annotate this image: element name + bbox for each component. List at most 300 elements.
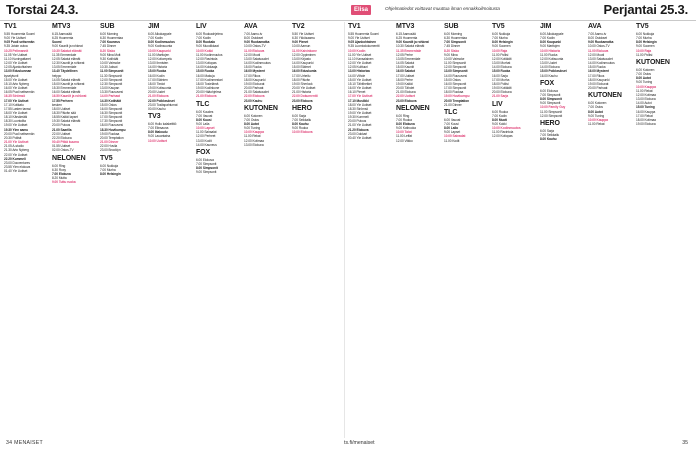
program-listing: 13.00 Kotiopas <box>196 61 217 66</box>
listing-column <box>492 22 538 438</box>
program-listing: 18.00 Tosielämä <box>196 81 219 86</box>
program-listing: 21.00 Saarilla <box>52 127 72 132</box>
program-listing: 19.00 Elokuvat <box>588 81 609 86</box>
program-listing: 5.55 Huomenta Suomi <box>4 32 35 36</box>
program-listing: 9.00 Yle Uutiset <box>348 36 370 41</box>
program-listing: 10.30 Salatut elämät <box>52 48 82 53</box>
program-listing: 11.00 Simpsonit <box>100 69 124 74</box>
channel-name: HERO <box>292 104 312 112</box>
program-listing: 8.00 Helsingin <box>492 40 513 45</box>
program-listing: 21.00 Sarja <box>492 94 509 99</box>
program-listing: 21.00 Yle Uutiset <box>348 123 372 128</box>
program-listing: 8.00 Muoti <box>492 117 508 122</box>
listing-column <box>396 22 442 438</box>
listing-column <box>540 22 586 438</box>
program-listing: 17.00 Yle Uutiset <box>348 94 373 99</box>
program-listing: 10.00 Raja <box>636 48 652 53</box>
program-listing: 20.00 Hääohjelma <box>196 90 222 95</box>
program-listing: 19.00 Yle Uutiset <box>348 110 372 115</box>
program-listing: 11.00 Poliisi <box>492 52 509 57</box>
program-listing: 8.00 Helsingin <box>636 40 657 45</box>
program-listing: 7.00 Simpsonit <box>196 162 217 167</box>
program-listing: 6.00 Ring <box>396 113 410 118</box>
program-listing: 10.00 Kauppa <box>588 117 608 122</box>
program-listing: 14.00 Elokuva <box>540 65 560 70</box>
program-listing: 18.30 Huvikumpu <box>100 127 126 132</box>
program-listing: 11.00 Simpsonit <box>540 109 562 114</box>
program-listing: 10.00 Sairaalat <box>444 134 466 139</box>
program-listing: 15.10 Tähtihetket <box>348 81 372 86</box>
program-listing: 21.00 Dinner <box>100 140 119 145</box>
program-listing: 11.35 Emmerdale <box>396 48 422 53</box>
program-listing: 8.00 Simpsonit <box>196 166 218 171</box>
program-listing: 17.00 Rikos <box>244 73 261 78</box>
program-listing: 19.00 Sherlock <box>292 81 313 86</box>
program-listing: 8.00 Kauhu <box>292 121 309 126</box>
program-listing: 21.00 Elokuva <box>396 90 416 95</box>
program-listing: 11.00 Ruoka <box>540 52 558 57</box>
program-listing: 8.00 Kauhu <box>540 137 557 142</box>
program-listing: 6.00 Sarja <box>292 113 307 118</box>
program-listing: 6.00 Nukkuja <box>636 32 655 36</box>
channel-block <box>196 101 242 147</box>
program-listing: 21.20 Elokuva <box>348 127 369 132</box>
channel-block <box>100 155 146 176</box>
channel-block <box>396 105 442 143</box>
program-listing: 15.00 Ruoka <box>492 69 511 74</box>
program-listing: 12.00 Yle Uutiset <box>4 61 28 66</box>
program-listing: 15.00 Ruoka <box>588 65 606 70</box>
program-listing: 6.00 Kutonen <box>588 101 607 106</box>
program-listing: 17.00 Kodinmestari <box>196 77 223 82</box>
program-listing: 16.00 Kauppa <box>636 109 656 114</box>
program-listing: 10.00 Talot <box>396 130 412 135</box>
channel-name: AVA <box>588 23 602 30</box>
program-listing: 22.00 Dokumentti <box>292 94 318 99</box>
program-listing: 12.00 Kotisuunta <box>540 56 564 61</box>
program-listing: 16.00 Salatut <box>396 69 415 74</box>
program-listing: 7.00 Aamu-tv <box>588 32 607 36</box>
program-listing: 7.00 Kodin <box>196 36 211 41</box>
program-listing: 13.00 Simpsonit <box>444 69 468 74</box>
elisa-logo: Elisa <box>351 5 371 15</box>
program-listing: 21.00 Yle Uutiset <box>4 140 29 145</box>
program-listing: 7.00 Ostos <box>588 105 603 110</box>
program-listing: 9.00 Tuttu ruoka <box>52 180 76 185</box>
program-listing: 18.00 Tiedot <box>148 81 165 86</box>
channel-name: TV2 <box>292 23 305 30</box>
program-listing: 23.00 Kauhu <box>244 98 263 103</box>
program-listing: 10.00 Family Guy <box>540 105 566 110</box>
program-listing: 12.05 Kulttuuri <box>348 65 368 70</box>
program-listing: 10.00 Historia <box>540 48 561 53</box>
program-listing: 7.00 Ostos <box>636 72 651 77</box>
channel-block <box>52 23 98 153</box>
program-listing: 11.00 Elokuva <box>588 48 609 53</box>
program-listing: 11.00 Rekat <box>244 134 261 139</box>
program-listing: 9.00 Kauniit ja rohkeat <box>52 44 83 49</box>
program-listing: 6.00 Kutonen <box>636 67 655 72</box>
program-listing: helppo <box>52 73 62 78</box>
channel-name: TV1 <box>4 23 17 30</box>
program-listing: 20.00 Tähdet <box>396 86 415 91</box>
program-listing: 10.00 Kaupunki <box>148 48 171 53</box>
channel-block <box>196 23 242 99</box>
program-listing: 10.00 Ostos-TV <box>588 44 610 49</box>
program-listing: 19.30 Ylen aamu <box>4 127 28 132</box>
program-listing: 8.20 Sisko <box>444 48 460 53</box>
program-listing: 10.25 Pelimannit <box>4 48 29 53</box>
channel-name: TLC <box>196 100 210 108</box>
channel-name: SUB <box>100 23 115 30</box>
program-listing: 21.00 Dinner <box>444 102 462 107</box>
program-listing: 23.00 Elokuva <box>396 98 417 103</box>
program-listing: 6.30 Huomentaa <box>444 36 467 41</box>
program-listing: 8.00 Laila <box>444 126 458 131</box>
channel-block <box>244 23 290 103</box>
program-listing: 11.00 Kodit <box>444 138 460 143</box>
program-listing: 7.00 Kauneus <box>100 40 120 45</box>
program-listing: 17.00 Simpsonit <box>444 86 467 91</box>
program-listing: 6.30 Ykkösaamu <box>292 36 315 41</box>
channel-name: LIV <box>492 100 503 108</box>
program-listing: 7.00 Seikkailu <box>292 117 312 122</box>
program-listing: 9.00 Suomen <box>636 44 655 49</box>
program-listing: 9.00 Simpsonit <box>540 101 561 106</box>
program-listing: 10.00 Kokki <box>196 48 213 53</box>
program-listing: 22.20 Kummeli <box>4 156 26 161</box>
listing-column <box>52 22 98 438</box>
program-listing: 12.00 Perheet <box>196 134 216 139</box>
program-listing: 8.00 Autot <box>244 121 259 126</box>
program-listing: 19.00 Elokuvat <box>244 81 265 86</box>
program-listing: 00.00 Kauhu <box>148 106 166 111</box>
channel-block <box>444 23 490 107</box>
channel-block <box>540 23 586 78</box>
program-listing: 7.00 Simpsonit <box>444 40 466 45</box>
listing-column <box>588 22 634 438</box>
program-listing: 6.15 Aamusää <box>52 32 72 36</box>
program-listing: 9.00 Ruoka <box>292 126 308 131</box>
program-listing: 21.30 Arto Nyberg <box>4 148 29 153</box>
program-listing: 19.00 Ruokaa <box>100 131 120 136</box>
listing-column <box>636 22 682 438</box>
program-listing: 8.00 Simpsonit <box>540 97 562 102</box>
channel-name: JIM <box>540 23 552 30</box>
program-listing: 17.00 Rikos <box>588 73 605 78</box>
program-listing: 16.00 Kodin <box>148 73 165 78</box>
channel-name: TV3 <box>148 112 161 120</box>
channel-name: KUTONEN <box>636 58 670 66</box>
program-listing: 8.00 Kuusi <box>196 117 212 122</box>
program-listing: 10.00 Kodin <box>348 48 366 53</box>
program-listing: 7.45 Dinner <box>444 44 460 49</box>
program-listing: 22.00 Uutiset <box>52 131 71 136</box>
program-listing: 20.30 Poliisit <box>4 135 22 140</box>
channel-block <box>636 59 682 126</box>
program-listing: 20.00 Yle Uutiset <box>292 86 316 91</box>
program-listing: 15.00 Ostos <box>100 102 117 107</box>
program-listing: 16.00 Mysteeri <box>588 69 610 74</box>
program-listing: 10.30 Salatut elämät <box>396 44 425 49</box>
program-listing: 12.05 Ajankohtainen <box>4 65 32 70</box>
program-listing: 15.00 Yle Uutiset <box>348 77 372 82</box>
program-listing: 18.00 Poliisi <box>492 81 509 86</box>
program-listing: 7.00 Kodin <box>492 113 507 118</box>
program-listing: 11.35 Emmerdale <box>52 52 77 57</box>
program-listing: 7.00 Kodin <box>540 36 555 41</box>
program-listing: 15.00 Kauniit <box>396 65 414 70</box>
program-listing: 12.00 Kotimaa <box>244 138 264 143</box>
program-listing: 18.00 Kotimaa <box>636 117 656 122</box>
program-listing: 6.00 Ruoka <box>492 109 508 114</box>
program-listing: 13.00 Eduskunnan <box>4 69 32 74</box>
program-listing: 9.00 Kauniit ja rohkeat <box>396 40 429 45</box>
program-listing: 8.00 Kaupunki <box>540 40 561 45</box>
program-listing: 6.00 Nukkuja <box>492 32 511 36</box>
program-listing: 7.00 Ostos <box>244 117 259 122</box>
disclaimer-tagline: Ohjelmatiedot voittavat muuttua ilman ennakkoilmoitusta <box>385 6 500 11</box>
program-listing: 11.00 Kaivinkone <box>292 48 317 53</box>
program-listing: 13.00 Salaisuudet <box>244 56 269 61</box>
program-listing: 11.30 Simpsonit <box>100 73 122 78</box>
program-listing: 23.00 Elokuva <box>292 98 313 103</box>
program-listing: 11.05 Yle Uutiset <box>4 52 28 57</box>
program-listing: 17.10 Kotikatu <box>4 102 24 107</box>
listing-column <box>100 22 146 438</box>
program-listing: 22.00 Elokuva <box>244 94 265 99</box>
program-listing: 17.00 Uutiset <box>396 73 415 78</box>
program-listing: 9.00 Kokki <box>492 121 507 126</box>
program-listing: 13.00 Kirjasto <box>292 56 311 61</box>
listing-column <box>292 22 338 438</box>
program-listing: 14.30 Kotihäät <box>100 98 121 103</box>
program-listing: 17.00 Eläinten <box>148 77 168 82</box>
program-listing: kyselytunti <box>4 73 19 78</box>
program-listing: 21.00 Elokuva <box>148 94 169 99</box>
program-listing: 16.05 Puoli seitsemän <box>4 90 35 95</box>
program-listing: 23.55 Ylen elokuva <box>4 165 31 169</box>
program-listing: 15.00 Ruoka <box>196 69 215 74</box>
program-listing: 11.00 Kodinmuutos <box>196 52 223 57</box>
program-listing: 10.00 Elokuva <box>292 130 313 135</box>
program-listing: 7.00 Elokuva <box>52 171 71 176</box>
program-listing: 17.00 Murha <box>492 77 510 82</box>
program-listing: 9.00 Mina <box>444 52 458 57</box>
program-listing: 9.00 Kodinsuunta <box>148 44 173 49</box>
program-listing: 12.00 Yle Uutiset <box>348 61 372 66</box>
program-listing: 18.00 Yle Uutiset <box>4 110 28 115</box>
program-listing: 22.00 Yle Uutiset <box>4 152 28 157</box>
program-listing: 10.00 Kauppa <box>244 130 264 135</box>
program-listing: 15.30 Emmerdale <box>52 86 77 91</box>
program-listing: 13.00 Salaisuudet <box>588 56 613 61</box>
program-listing: 12.00 Simpsonit <box>444 65 467 70</box>
program-listing: 14.05 Salatut <box>396 61 415 66</box>
right-page-number: 35 <box>682 440 688 446</box>
program-listing: 12.05 Salatut elämät <box>52 56 81 61</box>
program-listing: 19.30 Kummeli <box>348 115 369 120</box>
program-listing: 9.00 Lapset <box>444 130 461 135</box>
program-listing: 12.00 Simpsonit <box>540 113 563 118</box>
program-listing: 6.00 Elokuva <box>540 88 558 93</box>
program-listing: 12.30 Simpsonit <box>100 81 123 86</box>
program-listing: 17.55 Perheen <box>52 98 73 103</box>
program-listing: 7.00 Murha <box>100 167 116 172</box>
program-listing: 16.00 Eduskunta <box>292 69 317 74</box>
program-listing: 13.40 Täydellinen <box>52 69 78 74</box>
channel-block <box>540 80 586 118</box>
program-listing: 12.00 Simpsonit <box>100 77 123 82</box>
program-listing: 20.00 Temptation <box>444 98 470 103</box>
program-listing: 18.00 Perhe <box>396 77 413 82</box>
channel-name: FOX <box>540 79 555 87</box>
program-listing: 9.35 Jotain outoa <box>4 44 28 49</box>
program-listing: 9.00 Pienet <box>292 40 309 45</box>
program-listing: 11.00 Rekat <box>588 121 605 126</box>
program-listing: 18.30 Strömsö <box>348 106 369 111</box>
program-listing: 12.00 Ravintola <box>196 56 218 61</box>
program-listing: 19.30 Salatut elämät <box>52 119 81 124</box>
program-listing: 15.00 Ostos <box>444 77 461 82</box>
program-listing: 8.00 Ostokset <box>244 36 264 41</box>
channel-block <box>396 23 442 103</box>
program-listing: 8.00 Helsingin <box>100 171 121 176</box>
program-listing: 00.40 Yle Uutiset <box>348 135 372 140</box>
channel-name: LIV <box>196 23 207 30</box>
program-listing: 15.00 Ruoka <box>244 65 262 70</box>
channel-name: MTV3 <box>396 23 415 30</box>
channel-name: TV5 <box>636 23 649 30</box>
channel-name: FOX <box>196 148 211 156</box>
program-listing: 14.05 Salatut elämät <box>52 77 81 82</box>
program-listing: 13.00 Murhat <box>492 61 511 66</box>
program-listing: 7.00 Vauvat <box>196 113 213 118</box>
program-listing: 7.00 Murha <box>636 36 652 41</box>
left-page-date-title: Torstai 24.3. <box>6 2 79 17</box>
program-listing: 15.00 Poikkeukset <box>540 69 567 74</box>
program-listing: 20.00 Uudet <box>148 90 165 95</box>
program-listing: 18.30 Luontoilta <box>4 119 26 124</box>
program-listing: 19.00 Elokuva <box>636 121 656 126</box>
channel-name: TV5 <box>100 154 113 162</box>
program-listing: 18.00 Kaupunki <box>588 77 610 82</box>
program-listing: 14.00 Autot <box>636 101 652 106</box>
program-listing: 14.00 Kaupunki <box>292 61 314 66</box>
program-listing: 8.00 Ruokala <box>196 40 215 45</box>
channel-block <box>348 23 394 140</box>
program-listing: 19.00 Kotisuunta <box>148 86 172 91</box>
program-listing: 16.00 Mysteeri <box>244 69 266 74</box>
program-listing: 9.00 Suomen <box>492 44 511 49</box>
program-listing: 14.00 Ruusuvesi <box>444 73 467 78</box>
program-listing: 6.00 Alkukappale <box>148 32 172 36</box>
program-listing: 16.50 Kauniit ja rohkeat <box>52 94 87 99</box>
program-listing: 10.00 Uutiset <box>148 138 168 143</box>
program-listing: 15.00 Ruoka <box>148 69 167 74</box>
program-listing: 17.55 Lasten tanssi <box>4 106 31 111</box>
channel-block <box>540 120 586 141</box>
program-listing: 13.00 Elokuva <box>636 97 656 102</box>
program-listing: 13.30 Ruusuvesi <box>100 90 123 95</box>
program-listing: 15.00 Eläimet <box>292 65 311 70</box>
channel-block <box>292 23 338 103</box>
channel-name: JIM <box>148 23 160 30</box>
channel-name: KUTONEN <box>588 92 622 100</box>
program-listing: 14.00 Elokuva <box>492 65 512 70</box>
program-listing: 9.30 Kotihäät <box>100 56 119 61</box>
program-listing: 18.00 Uutiset <box>52 106 71 111</box>
program-listing: 14.00 Historia <box>148 65 167 70</box>
program-listing: 11.00 Sairaalat <box>196 130 217 135</box>
program-listing: 14.00 Kodinmuutos <box>588 61 615 66</box>
program-listing: 5.55 Huomenta Suomi <box>348 32 379 36</box>
program-listing: 16.00 Yle Uutiset <box>4 86 28 91</box>
program-listing: 10.00 Lapset <box>196 126 215 131</box>
program-listing: 12.00 Kotimaa <box>636 92 656 97</box>
program-listing: 6.25 Huomenta <box>396 36 418 41</box>
channel-block <box>100 23 146 153</box>
program-listing: 20.00 Elokuva <box>492 90 512 95</box>
program-listing: 10.00 Kodinmuutos <box>492 126 521 131</box>
program-listing: 11.00 Yle Uutiset <box>348 52 372 57</box>
channel-block <box>52 155 98 185</box>
program-listing: 6.00 Sarja <box>540 128 555 133</box>
listing-column <box>4 22 50 438</box>
channel-block <box>292 105 338 135</box>
program-listing: 19.00 Kotiäidit <box>492 86 512 91</box>
program-listing: 6.00 Ruokaohjelma <box>196 32 223 36</box>
program-listing: 21.00 Historia <box>292 90 311 95</box>
program-listing: 6.15 Aamusää <box>396 32 416 36</box>
program-listing: 16.00 Makuja <box>196 73 215 78</box>
program-listing: 9.00 Marttojen <box>540 44 560 49</box>
program-listing: 20.00 Parhaat <box>588 86 608 91</box>
program-listing: 8.00 Ostokset <box>588 36 608 41</box>
program-listing: 11.10 Kansalainen <box>348 56 374 61</box>
program-listing: 6.30 Huomentaa <box>100 36 123 41</box>
program-listing: 16.00 Salatut elämät <box>52 90 81 95</box>
program-listing: 12.05 Perhe <box>396 52 413 57</box>
program-listing: 6.25 Huomenta <box>52 36 74 41</box>
program-listing: 11.00 Leffat <box>396 134 412 139</box>
program-listing: 17.00 Urheilu <box>292 73 311 78</box>
program-listing: 13.00 Uudet <box>540 61 557 66</box>
listings-columns <box>4 22 692 438</box>
program-listing: 16.00 Sarja <box>492 73 508 78</box>
program-listing: 22.20 Elokuva <box>52 135 72 140</box>
program-listing: 9.00 Ruokamatka <box>588 40 614 45</box>
program-listing: 11.00 Ravintola <box>492 130 514 135</box>
program-listing: 16.00 Yle Uutiset <box>348 86 372 91</box>
program-listing: 9.05 Puoli seitsemän <box>4 40 35 45</box>
channel-name: AVA <box>244 23 258 30</box>
channel-name: TLC <box>444 108 458 116</box>
program-listing: 16.00 Kauhu <box>540 73 558 78</box>
program-listing: 23.00 Dokkari <box>348 131 368 136</box>
site-url: ts.fi/menaiset <box>344 440 375 446</box>
channel-block <box>588 92 634 126</box>
channel-block <box>492 101 538 139</box>
program-listing: 18.30 Päivän sää <box>52 110 76 115</box>
program-listing: 18.00 Kaupunki <box>244 77 266 82</box>
program-listing: 16.00 Simpsonit <box>444 81 467 86</box>
channel-block <box>492 23 538 99</box>
program-listing: 8.20 Sisko <box>100 48 116 53</box>
program-listing: 6.00 Kutonen <box>244 113 263 118</box>
program-listing: 17.00 Rekat <box>636 113 653 118</box>
listing-column <box>444 22 490 438</box>
